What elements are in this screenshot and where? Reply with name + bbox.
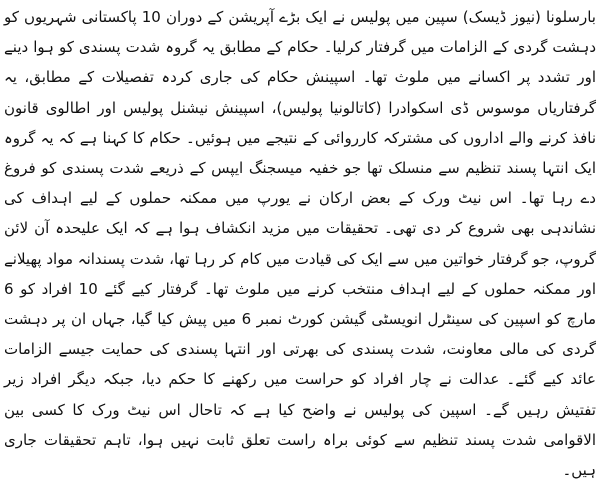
article-body-text: بارسلونا (نیوز ڈیسک) سپین میں پولیس نے ایک بڑے آپریشن کے دوران 10 پاکستانی شہریوں کو دہشت گردی کے الزامات میں گرفتار کرلیا۔ حکام کے مطابق یہ گروہ شدت پسندی کو ہوا دینے اور تشدد پر اکسانے میں ملوث تھا۔ اسپینش حکام کی جاری کردہ تفصیلات کے مطابق، یہ گرفتاریاں موسوس ڈی اسکوادرا (کاتالونیا پولیس)، اسپینش نیشنل پولیس اور اطالوی قانون نافذ کرنے والے اداروں کی مشترکہ کارروائی کے نتیجے میں ہوئیں۔ حکام کا کہنا ہے کہ یہ گروہ ایک انتہا پسند تنظیم سے منسلک تھا جو خفیہ میسجنگ ایپس کے ذریعے شدت پسندی کو فروغ دے رہا تھا۔ اس نیٹ ورک کے بعض ارکان نے یورپ میں ممکنہ حملوں کے لیے اہداف کی نشاندہی بھی شروع کر دی تھی۔ تحقیقات میں مزید انکشاف ہوا ہے کہ ایک علیحدہ آن لائن گروپ، جو گرفتار خواتین میں سے ایک کی قیادت میں کام کر رہا تھا، شدت پسندانہ مواد پھیلانے اور ممکنہ حملوں کے لیے اہداف منتخب کرنے میں ملوث تھا۔ گرفتار کیے گئے 10 افراد کو 6 مارچ کو اسپین کی سینٹرل انویسٹی گیشن کورٹ نمبر 6 میں پیش کیا گیا، جہاں ان پر دہشت گردی کی مالی معاونت، شدت پسندی کی بھرتی اور انتہا پسندی کی حمایت جیسے الزامات عائد کیے گئے۔ عدالت نے چار افراد کو حراست میں رکھنے کا حکم دیا، جبکہ دیگر افراد زیر تفتیش رہیں گے۔ اسپین کی پولیس نے واضح کیا ہے کہ تاحال اس نیٹ ورک کا کسی بین الاقوامی شدت پسند تنظیم سے کوئی براہ راست تعلق ثابت نہیں ہوا، تاہم تحقیقات جاری ہیں۔ xyxy=(4,8,597,480)
